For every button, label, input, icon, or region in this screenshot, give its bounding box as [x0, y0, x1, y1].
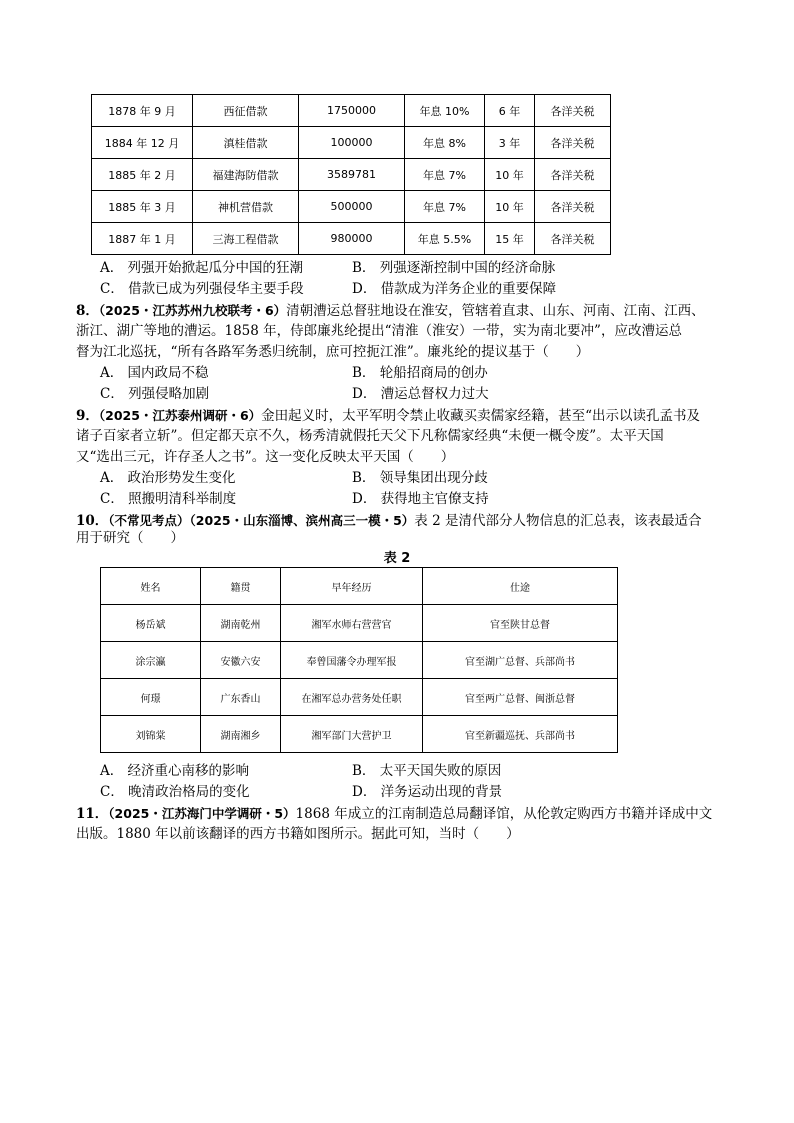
q9-source: （2025・江苏泰州调研・6） [98, 408, 262, 423]
q8-text-1: 清朝漕运总督驻地设在淮安，管辖着直隶、山东、河南、江南、江西、 [286, 303, 705, 319]
loan-table-cell: 各洋关税 [535, 127, 611, 159]
q8-option-d: D． 漕运总督权力过大 [352, 386, 489, 402]
people-table-row [101, 605, 618, 642]
q9-option-a: A． 政治形势发生变化 [100, 470, 236, 486]
q8-option-a: A． 国内政局不稳 [100, 365, 209, 381]
loan-table-cell: 10 年 [485, 159, 535, 191]
loan-table-cell: 三海工程借款 [193, 223, 299, 255]
people-table [100, 567, 618, 753]
q10-line2: 用于研究（ ） [76, 530, 184, 546]
q8-option-c: C． 列强侵略加剧 [100, 386, 210, 402]
loan-table-cell: 1887 年 1 月 [92, 223, 193, 255]
people-table-cell: 刘锦棠 [101, 716, 201, 753]
loan-table-cell: 980000 [299, 223, 405, 255]
q8-line2: 浙江、湖广等地的漕运。1858 年，侍郎廉兆纶提出“清淮（淮安）一带，实为南北要冲”，应改漕运总 [76, 323, 682, 339]
q10-number: 10． [76, 513, 109, 529]
q9-number: 9． [76, 408, 99, 424]
loan-table-cell: 1885 年 2 月 [92, 159, 193, 191]
loan-table-cell: 各洋关税 [535, 159, 611, 191]
q8-source: （2025・江苏苏州九校联考・6） [98, 303, 287, 318]
q11-line2: 出版。1880 年以前该翻译的西方书籍如图所示。据此可知，当时（ ） [76, 826, 520, 842]
people-table-header-cell: 籍贯 [201, 568, 281, 605]
loan-table-cell: 1750000 [299, 95, 405, 127]
loan-table-row [92, 159, 611, 191]
loan-table-cell: 年息 8% [405, 127, 485, 159]
q7-option-b: B． 列强逐渐控制中国的经济命脉 [352, 260, 556, 276]
people-table-cell: 安徽六安 [201, 642, 281, 679]
loan-table-cell: 各洋关税 [535, 191, 611, 223]
people-table-cell: 湖南乾州 [201, 605, 281, 642]
loan-table-cell: 1885 年 3 月 [92, 191, 193, 223]
q10-text-1: 表 2 是清代部分人物信息的汇总表，该表最适合 [414, 513, 702, 529]
loan-table-row [92, 127, 611, 159]
loan-table-row [92, 191, 611, 223]
q8-line1 [76, 300, 705, 322]
q10-option-a: A． 经济重心南移的影响 [100, 763, 250, 779]
loan-table-row [92, 223, 611, 255]
people-table-cell: 官至陕甘总督 [423, 605, 618, 642]
loan-table-row [92, 95, 611, 127]
table-caption: 表 2 [383, 551, 411, 566]
loan-table-cell: 各洋关税 [535, 95, 611, 127]
q9-text-1: 金田起义时，太平军明令禁止收藏买卖儒家经籍，甚至“出示以读孔孟书及 [261, 408, 701, 424]
q11-number: 11． [76, 806, 109, 822]
q9-line3: 又“选出三元，许存圣人之书”。这一变化反映太平天国（ ） [76, 449, 455, 465]
q7-option-d: D． 借款成为洋务企业的重要保障 [352, 281, 557, 297]
people-table-cell: 湖南湘乡 [201, 716, 281, 753]
q10-option-c: C． 晚清政治格局的变化 [100, 784, 250, 800]
loan-table-cell: 15 年 [485, 223, 535, 255]
people-table-header-cell: 姓名 [101, 568, 201, 605]
q9-option-c: C． 照搬明清科举制度 [100, 491, 237, 507]
q11-line1 [76, 803, 712, 825]
loan-table-cell: 年息 7% [405, 159, 485, 191]
q8-number: 8． [76, 303, 99, 319]
q11-source: （2025・江苏海门中学调研・5） [108, 806, 296, 821]
people-table-row [101, 679, 618, 716]
q8-option-b: B． 轮船招商局的创办 [352, 365, 488, 381]
people-table-row [101, 642, 618, 679]
loan-table-cell: 1884 年 12 月 [92, 127, 193, 159]
q8-line3: 督为江北巡抚，“所有各路军务悉归统制，庶可控扼江淮”。廉兆纶的提议基于（ ） [76, 344, 590, 360]
loan-table-cell: 各洋关税 [535, 223, 611, 255]
people-table-header-row [101, 568, 618, 605]
people-table-header-cell: 仕途 [423, 568, 618, 605]
loan-table-cell: 3589781 [299, 159, 405, 191]
q9-option-b: B． 领导集团出现分歧 [352, 470, 488, 486]
q10-option-b: B． 太平天国失败的原因 [352, 763, 502, 779]
people-table-cell: 广东香山 [201, 679, 281, 716]
loan-table [91, 94, 611, 255]
people-table-cell: 在湘军总办营务处任职 [281, 679, 423, 716]
q9-option-d: D． 获得地主官僚支持 [352, 491, 489, 507]
people-table-cell: 奉曾国藩令办理军报 [281, 642, 423, 679]
people-table-cell: 官至湖广总督、兵部尚书 [423, 642, 618, 679]
loan-table-cell: 6 年 [485, 95, 535, 127]
people-table-cell: 湘军水师右营营官 [281, 605, 423, 642]
q7-option-a: A． 列强开始掀起瓜分中国的狂潮 [100, 260, 304, 276]
loan-table-cell: 100000 [299, 127, 405, 159]
people-table-header-cell: 早年经历 [281, 568, 423, 605]
q10-option-d: D． 洋务运动出现的背景 [352, 784, 503, 800]
people-table-cell: 官至两广总督、闽浙总督 [423, 679, 618, 716]
loan-table-cell: 西征借款 [193, 95, 299, 127]
loan-table-cell: 10 年 [485, 191, 535, 223]
q10-source: （不常见考点）（2025・山东淄博、滨州高三一模・5） [108, 513, 415, 528]
loan-table-cell: 3 年 [485, 127, 535, 159]
q9-line1 [76, 405, 700, 427]
people-table-cell: 杨岳斌 [101, 605, 201, 642]
people-table-cell: 官至新疆巡抚、兵部尚书 [423, 716, 618, 753]
loan-table-cell: 1878 年 9 月 [92, 95, 193, 127]
people-table-cell: 湘军部门大营护卫 [281, 716, 423, 753]
loan-table-cell: 福建海防借款 [193, 159, 299, 191]
loan-table-cell: 神机营借款 [193, 191, 299, 223]
people-table-cell: 何璟 [101, 679, 201, 716]
people-table-row [101, 716, 618, 753]
loan-table-cell: 滇桂借款 [193, 127, 299, 159]
q11-text-1: 1868 年成立的江南制造总局翻译馆，从伦敦定购西方书籍并译成中文 [295, 806, 713, 822]
people-table-cell: 涂宗瀛 [101, 642, 201, 679]
loan-table-cell: 年息 7% [405, 191, 485, 223]
loan-table-cell: 年息 5.5% [405, 223, 485, 255]
q9-line2: 诸子百家者立斩”。但定都天京不久，杨秀清就假托天父下凡称儒家经典“未便一概令废”。太平天国 [76, 428, 664, 444]
q7-option-c: C． 借款已成为列强侵华主要手段 [100, 281, 304, 297]
loan-table-cell: 年息 10% [405, 95, 485, 127]
loan-table-cell: 500000 [299, 191, 405, 223]
